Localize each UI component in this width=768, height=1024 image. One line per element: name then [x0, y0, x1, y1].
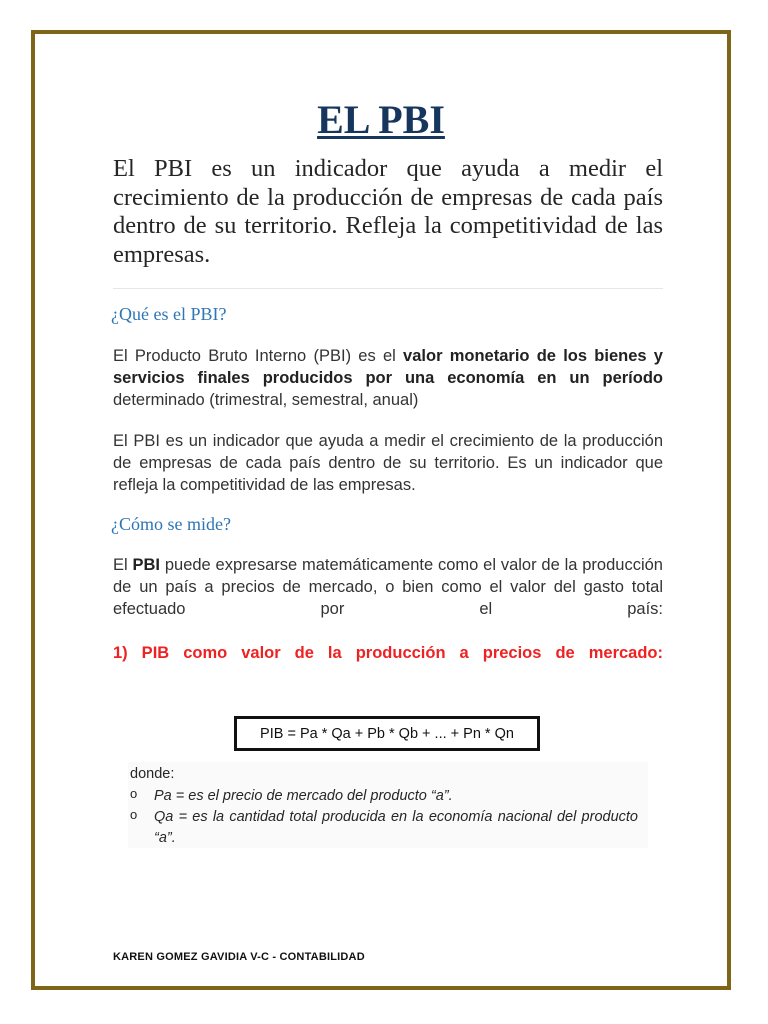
page-title-text: EL PBI: [317, 97, 445, 142]
production-method-heading: 1) PIB como valor de la producción a precios de mercado:: [113, 644, 663, 662]
page-frame: [31, 30, 731, 990]
definition-text-bold: valor monetario de los bienes y servicios finales producidos por una economía en un período: [113, 347, 663, 387]
measure-text-end: puede expresarse matemáticamente como el valor de la producción de un país a precios de mercado, o bien como el valor del gasto total efectuado por el país:: [113, 556, 663, 618]
section-heading-que-es: ¿Qué es el PBI?: [111, 304, 227, 324]
measure-text-bold: PBI: [132, 556, 161, 574]
list-item-text: Qa = es la cantidad total producida en la economía nacional del producto “a”.: [154, 809, 638, 846]
formula-box: [234, 716, 540, 751]
donde-label: donde:: [130, 766, 175, 782]
intro-paragraph: El PBI es un indicador que ayuda a medir el crecimiento de la producción de empresas de cada país dentro de su territorio. Refleja la competitividad de las empresas.: [113, 155, 663, 268]
definition-text-start: El Producto Bruto Interno (PBI) es el: [113, 347, 404, 365]
divider: [113, 288, 663, 289]
bullet-icon: o: [130, 786, 138, 801]
measure-text-start: El: [113, 556, 133, 574]
page-title: [35, 96, 727, 143]
measure-paragraph: [113, 554, 663, 620]
definition-paragraph: [113, 345, 663, 411]
indicator-paragraph: El PBI es un indicador que ayuda a medir el crecimiento de la producción de empresas de cada país dentro de su territorio. Es un indicador que refleja la competitividad de las empresas.: [113, 432, 663, 494]
bullet-icon: o: [130, 807, 138, 822]
footer-author: KAREN GOMEZ GAVIDIA V-C - CONTABILIDAD: [113, 951, 365, 963]
formula-text: PIB = Pa * Qa + Pb * Qb + ... + Pn * Qn: [260, 725, 514, 742]
variable-definitions: [128, 762, 648, 848]
definition-text-end: determinado (trimestral, semestral, anual): [113, 391, 419, 409]
section-heading-como-se-mide: ¿Cómo se mide?: [111, 514, 231, 534]
list-item-text: Pa = es el precio de mercado del producto “a”.: [154, 788, 453, 804]
